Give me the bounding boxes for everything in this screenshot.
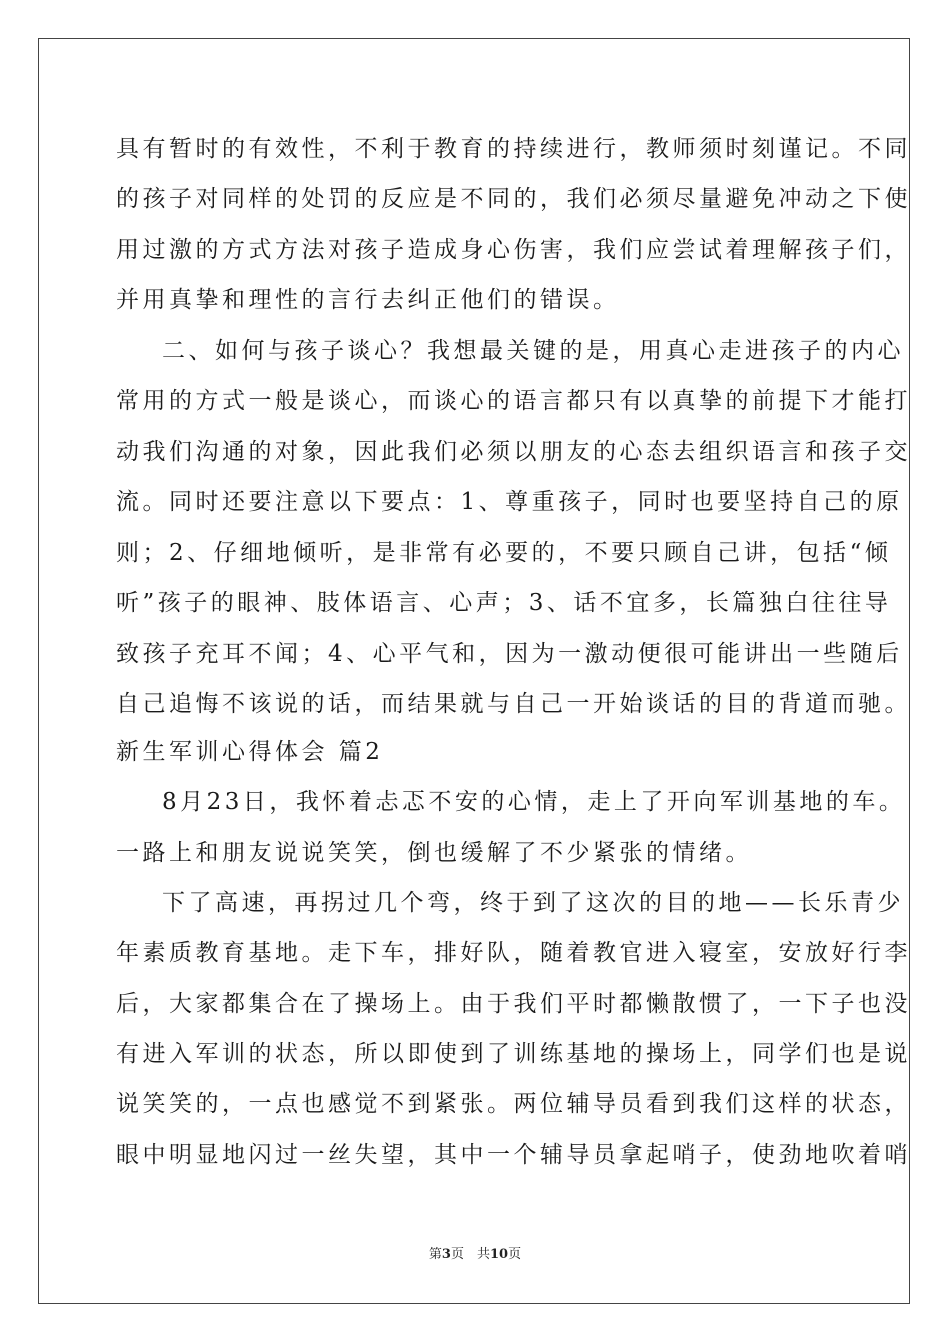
text-line: 一路上和朋友说说笑笑，倒也缓解了不少紧张的情绪。 — [116, 840, 752, 866]
text-line: 则；2、仔细地倾听，是非常有必要的，不要只顾自己讲，包括“倾 — [116, 540, 892, 566]
footer-suffix: 页 — [508, 1247, 522, 1262]
text-line: 听”孩子的眼神、肢体语言、心声；3、话不宜多，长篇独白往往导 — [116, 590, 892, 616]
total-pages-number: 10 — [489, 1247, 509, 1262]
text-line: 后，大家都集合在了操场上。由于我们平时都懒散惯了，一下子也没 — [116, 991, 911, 1017]
text-line: 有进入军训的状态，所以即使到了训练基地的操场上，同学们也是说 — [116, 1041, 911, 1067]
text-line: 并用真挚和理性的言行去纠正他们的错误。 — [116, 287, 620, 313]
text-line: 自己追悔不该说的话，而结果就与自己一开始谈话的目的背道而驰。 — [116, 691, 911, 717]
page-footer — [0, 1243, 950, 1262]
text-line: 年素质教育基地。走下车，排好队，随着教官进入寝室，安放好行李 — [116, 940, 911, 966]
text-line: 致孩子充耳不闻；4、心平气和，因为一激动便很可能讲出一些随后 — [116, 641, 903, 667]
text-line: 8月23日，我怀着忐忑不安的心情，走上了开向军训基地的车。 — [162, 789, 906, 815]
footer-prefix: 第 — [428, 1247, 442, 1262]
text-line: 二、如何与孩子谈心？我想最关键的是，用真心走进孩子的内心 — [162, 338, 904, 364]
text-line: 说笑笑的，一点也感觉不到紧张。两位辅导员看到我们这样的状态， — [116, 1091, 911, 1117]
text-line: 的孩子对同样的处罚的反应是不同的，我们必须尽量避免冲动之下使 — [116, 186, 911, 212]
current-page-number: 3 — [441, 1247, 451, 1262]
text-line: 用过激的方式方法对孩子造成身心伤害，我们应尝试着理解孩子们， — [116, 237, 911, 263]
text-line: 眼中明显地闪过一丝失望，其中一个辅导员拿起哨子，使劲地吹着哨 — [116, 1142, 911, 1168]
text-line: 流。同时还要注意以下要点：1、尊重孩子，同时也要坚持自己的原 — [116, 489, 903, 515]
text-line: 具有暂时的有效性，不利于教育的持续进行，教师须时刻谨记。不同 — [116, 136, 911, 162]
footer-mid: 页 共 — [450, 1247, 490, 1262]
text-line: 动我们沟通的对象，因此我们必须以朋友的心态去组织语言和孩子交 — [116, 439, 911, 465]
section-heading: 新生军训心得体会 篇2 — [116, 739, 384, 765]
text-line: 下了高速，再拐过几个弯，终于到了这次的目的地——长乐青少 — [162, 890, 904, 916]
text-line: 常用的方式一般是谈心，而谈心的语言都只有以真挚的前提下才能打 — [116, 388, 911, 414]
